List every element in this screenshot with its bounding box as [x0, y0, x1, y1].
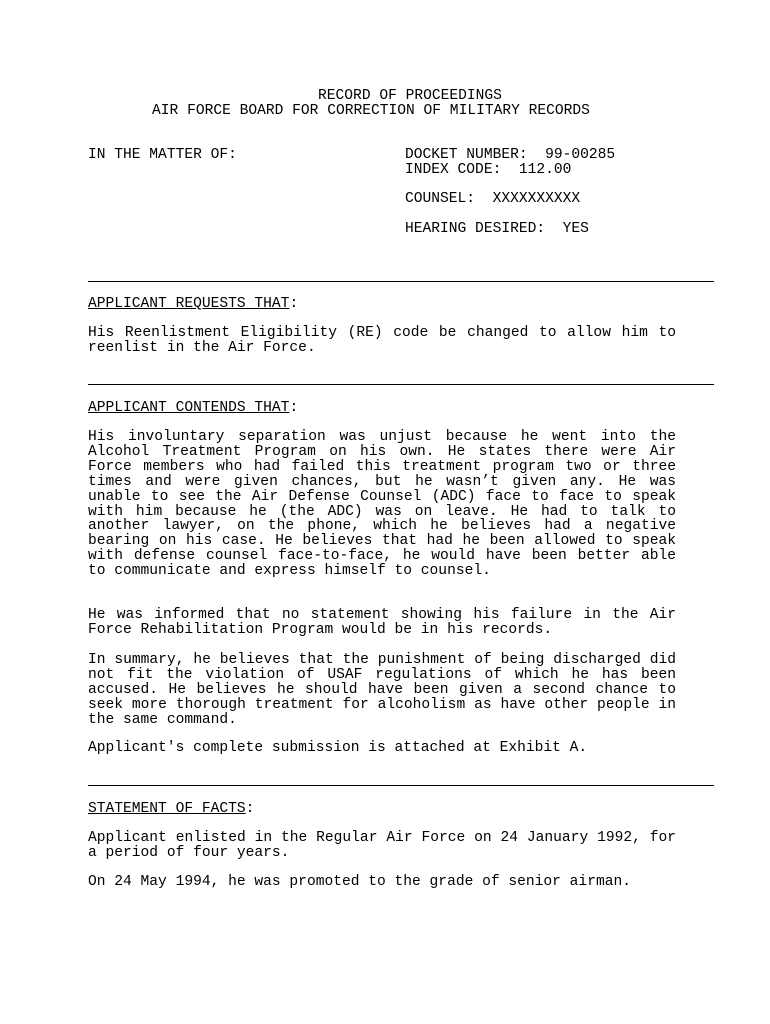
contends-paragraph-4: Applicant's complete submission is attached at Exhibit A.: [88, 740, 588, 756]
requests-heading: APPLICANT REQUESTS THAT:: [88, 296, 299, 312]
contends-paragraph-2: He was informed that no statement showing his failure in the Air Force Rehabilitation Program would be in his records.: [88, 607, 676, 638]
counsel: COUNSEL: XXXXXXXXXX: [405, 191, 581, 207]
board-name: AIR FORCE BOARD FOR CORRECTION OF MILITARY RECORDS: [152, 103, 590, 119]
requests-text: His Reenlistment Eligibility (RE) code be changed to allow him to reenlist in the Air Force.: [88, 325, 676, 356]
facts-heading: STATEMENT OF FACTS:: [88, 801, 255, 817]
contends-heading: APPLICANT CONTENDS THAT:: [88, 400, 299, 416]
contends-paragraph-3: In summary, he believes that the punishment of being discharged did not fit the violation of USAF regulations of which he has been accused. He believes he should have been given a second chance to seek more thorough treatment for alcoholism as have other people in the same command.: [88, 652, 676, 728]
section-divider: [88, 785, 714, 786]
contends-paragraph-1: His involuntary separation was unjust because he went into the Alcohol Treatment Program on his own. He states there were Air Force members who had failed this treatment program two or three times and were given chances, but he wasn’t given any. He was unable to see the Air Defense Counsel (ADC) face to face to speak with him because he (the ADC) was on leave. He had to talk to another lawyer, on the phone, which he believes had a negative bearing on his case. He believes that had he been allowed to speak with defense counsel face-to-face, he would have been better able to communicate and express himself to counsel.: [88, 429, 676, 580]
facts-paragraph-2: On 24 May 1994, he was promoted to the grade of senior airman.: [88, 874, 631, 890]
docket-number: DOCKET NUMBER: 99-00285: [405, 147, 616, 163]
section-divider: [88, 384, 714, 385]
section-divider: [88, 281, 714, 282]
hearing-desired: HEARING DESIRED: YES: [405, 221, 589, 237]
document-title: RECORD OF PROCEEDINGS: [318, 88, 502, 104]
index-code: INDEX CODE: 112.00: [405, 162, 572, 178]
matter-label: IN THE MATTER OF:: [88, 147, 237, 163]
facts-paragraph-1: Applicant enlisted in the Regular Air Force on 24 January 1992, for a period of four years.: [88, 830, 676, 861]
